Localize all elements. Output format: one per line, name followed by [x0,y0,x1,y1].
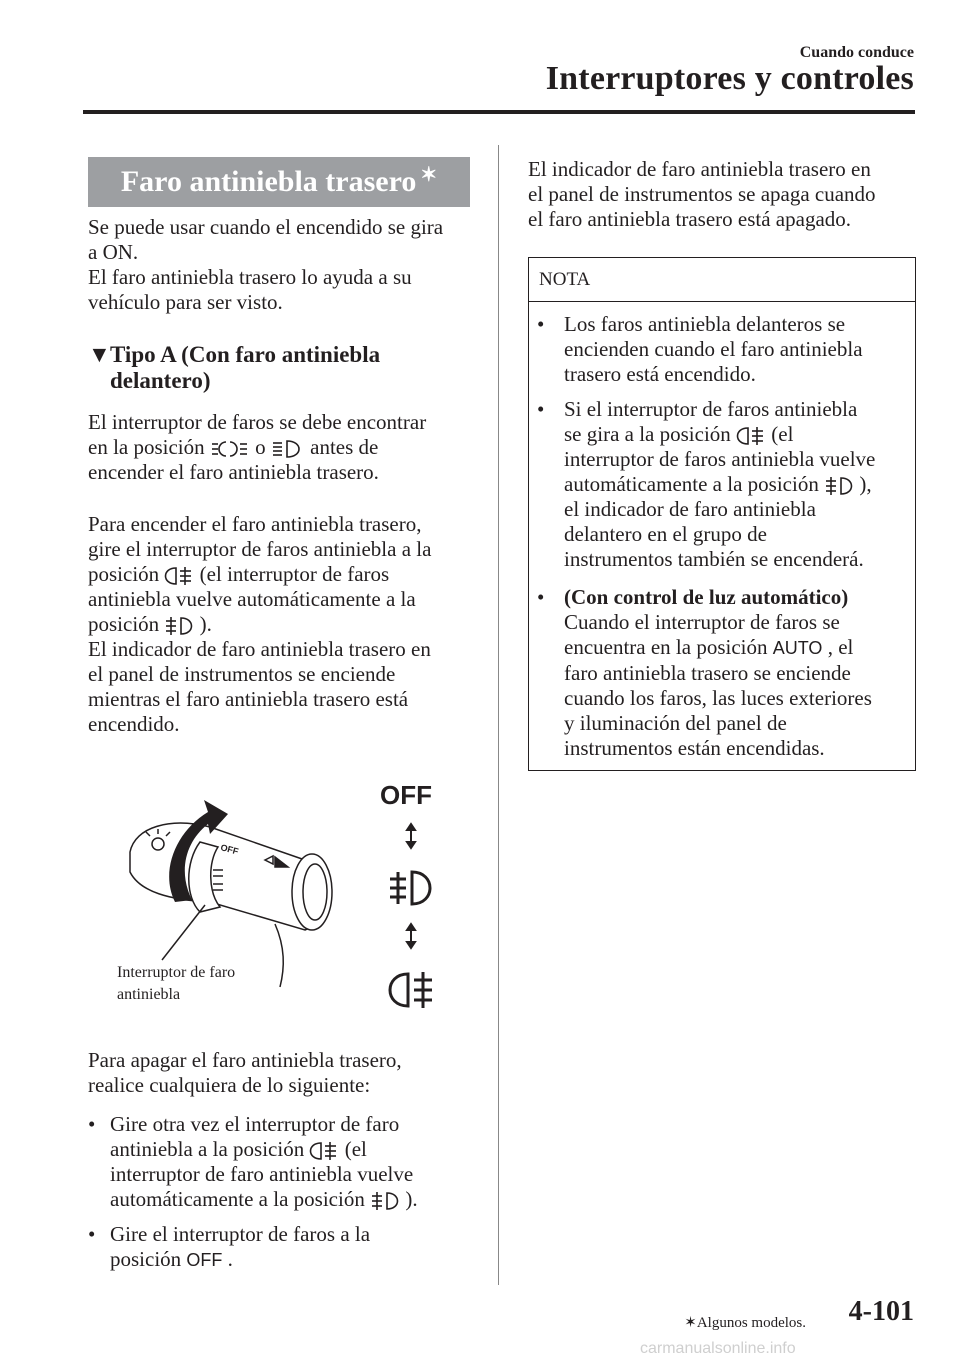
list-item [537,397,907,572]
list-item [537,585,907,761]
text-span: automáticamente a la posición [564,472,819,497]
text-line [110,1137,480,1162]
text-line: delantero en el grupo de [564,522,767,547]
page-title: Interruptores y controles [545,60,914,97]
text-line: Se puede usar cuando el encendido se gira [88,215,444,239]
text-line: Si el interruptor de faros antiniebla [564,397,858,421]
rear-fog-symbol-icon [390,972,432,1008]
rear-fog-light-icon [736,425,766,447]
text-span: o [255,435,266,459]
front-fog-light-icon [824,475,854,497]
text-span: ). [405,1187,418,1212]
note-box [528,257,916,771]
text-line: Para apagar el faro antiniebla trasero, [88,1048,402,1072]
text-line: Gire el interruptor de faros a la [110,1222,371,1246]
page-number: 4-101 [848,1296,914,1327]
text-line: El faro antiniebla trasero lo ayuda a su [88,265,412,289]
text-line: El indicador de faro antiniebla trasero en [88,637,431,662]
section-banner [88,157,470,207]
text-span: posición [110,1247,182,1271]
banner-star: ✶ [420,163,438,186]
text-line: faro antiniebla trasero se enciende [564,661,851,685]
text-line [564,422,907,447]
list-item [537,312,907,387]
footer-note [684,1313,806,1332]
text-line: a ON. [88,240,139,264]
triangle-marker-icon: ▼ [88,342,111,367]
text-line [88,612,480,637]
off-label: OFF [380,780,432,810]
column-divider [498,145,499,1285]
text-span: . [227,1247,233,1271]
text-line [88,562,480,587]
text-line: Para encender el faro antiniebla trasero, [88,512,422,536]
text-line [110,1187,480,1212]
text-line: El interruptor de faros se debe encontrar [88,410,427,434]
bullet-icon: • [537,312,545,336]
header-rule [83,110,915,114]
text-line: encienden cuando el faro antiniebla [564,337,863,361]
text-span: (el interruptor de faros [199,562,390,586]
text-line: El indicador de faro antiniebla trasero en [528,157,871,181]
text-span: (el [771,422,794,446]
intro-paragraph [88,215,480,315]
text-line: Gire otra vez el interruptor de faro [110,1112,400,1136]
auto-position-label: AUTO [772,638,823,658]
text-span: (el [344,1137,367,1161]
text-line: Cuando el interruptor de faros se [564,610,840,634]
text-span: , el [827,635,854,659]
front-fog-light-icon [370,1190,400,1212]
text-line: antiniebla vuelve automáticamente a la [88,587,416,612]
headlight-icon [271,438,305,460]
svg-text:OFF: OFF [219,842,240,857]
text-line: el indicador de faro antiniebla [564,497,816,522]
footer-note-text: Algunos modelos. [696,1315,806,1331]
text-line: encendido. [88,712,180,737]
note-title: NOTA [529,258,915,302]
text-line [564,635,907,661]
text-span: automáticamente a la posición [110,1187,365,1212]
text-span: posición [88,612,160,637]
bullet-icon: • [537,585,545,609]
rear-fog-light-icon [164,565,194,587]
paragraph-headlight-position [88,410,480,485]
paragraph-turn-off [88,1048,480,1098]
text-span: en la posición [88,435,205,459]
bullet-icon: • [537,397,545,421]
text-line: (Con control de luz automático) [564,585,849,609]
text-line: el faro antiniebla trasero está apagado. [528,207,852,231]
text-line: cuando los faros, las luces exteriores [564,686,872,710]
text-span: ), [859,472,872,497]
text-line: encender el faro antiniebla trasero. [88,460,379,485]
banner-title: Faro antiniebla trasero [120,165,417,198]
caption-line: Interruptor de faro [117,964,236,981]
text-line [564,472,907,497]
text-line: mientras el faro antiniebla trasero está [88,687,409,712]
text-span: antiniebla a la posición [110,1137,305,1161]
off-position-label: OFF [186,1250,223,1270]
subheading-line: Tipo A (Con faro antiniebla [110,342,381,367]
text-line [110,1247,480,1273]
text-span: antes de [310,435,379,459]
bullet-icon: • [88,1222,96,1246]
front-fog-symbol-icon [390,872,430,904]
text-span: encuentra en la posición [564,635,768,659]
text-line: instrumentos están encendidas. [564,736,825,760]
text-span: se gira a la posición [564,422,731,446]
text-line: trasero está encendido. [564,362,756,386]
list-item [88,1222,480,1273]
text-line: interruptor de faros antiniebla vuelve [564,447,876,472]
subheading [88,342,480,394]
text-line: Los faros antiniebla delanteros se [564,312,846,336]
caption-line: antiniebla [117,986,181,1003]
figure-caption [117,962,235,1006]
text-line: el panel de instrumentos se apaga cuando [528,182,876,206]
text-line: interruptor de faro antiniebla vuelve [110,1162,414,1187]
section-label: Cuando conduce [799,44,914,61]
text-line: el panel de instrumentos se enciende [88,662,396,687]
watermark: carmanualsonline.info [640,1340,796,1357]
text-line: vehículo para ser visto. [88,290,283,314]
front-fog-light-icon [164,615,194,637]
subheading-line: delantero) [110,368,211,393]
text-line: y iluminación del panel de [564,711,787,735]
text-span: ). [199,612,212,637]
footer-star-icon: ✶ [684,1315,697,1331]
text-span: posición [88,562,160,586]
bullet-icon: • [88,1112,96,1136]
paragraph-turn-on [88,512,480,737]
list-item [88,1112,480,1212]
rear-fog-light-icon [309,1140,339,1162]
text-line [88,435,480,460]
parking-light-icon [210,438,250,460]
text-line: realice cualquiera de lo siguiente: [88,1073,371,1097]
paragraph-indicator-off [528,157,918,232]
text-line: instrumentos también se encenderá. [564,547,864,572]
text-line: gire el interruptor de faros antiniebla a la [88,537,432,561]
